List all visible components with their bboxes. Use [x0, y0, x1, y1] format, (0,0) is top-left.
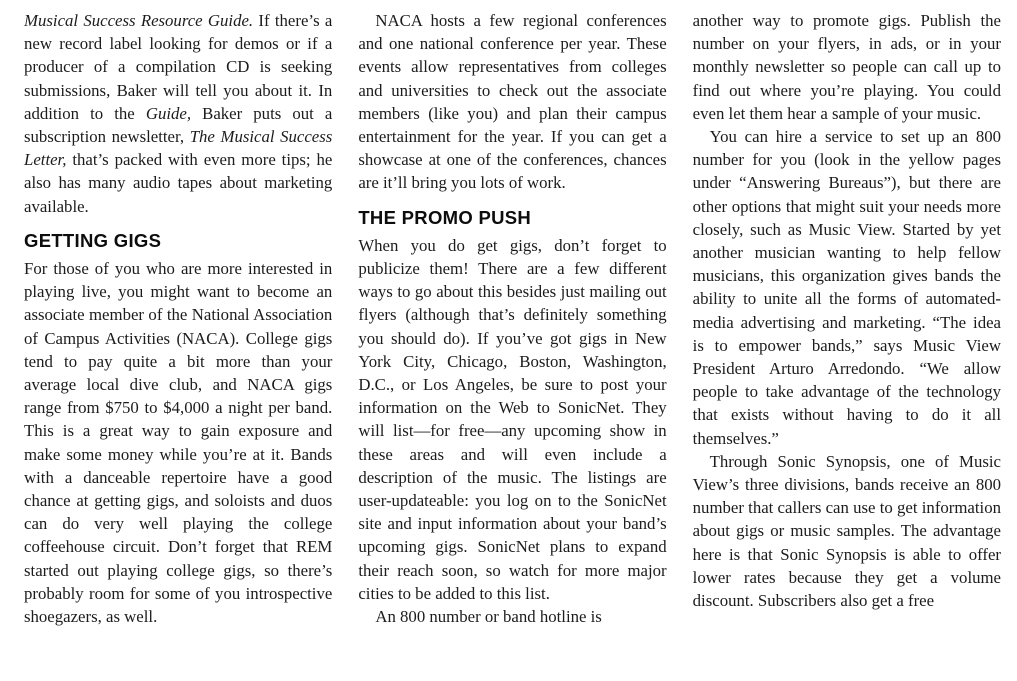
- section-heading: GETTING GIGS: [24, 229, 162, 251]
- article-columns: [24, 9, 1001, 628]
- body-text: NACA hosts a few regional conferences and one national conference per year. These events allow representatives from colleges and universities to check out the associate members (like you) and plan their campus entertainment for the year. If you can get a showcase at one of the conferences, chances are it’ll bring you lots of work.: [358, 11, 667, 193]
- body-text: When you do get gigs, don’t forget to publicize them! There are a few different ways to go about this besides just mailing out flyers (although that’s definitely something you should do). If you’ve got gigs in New York City, Chicago, Boston, Washington, D.C., or Los Angeles, be sure to post your information on the Web to SonicNet. They will list—for free—any upcoming show in these areas and will even include a description of the music. The listings are user-updateable: you log on to the SonicNet site and input information about your band’s upcoming gigs. SonicNet plans to expand their reach soon, so watch for more major cities to be added to this list.: [358, 235, 667, 603]
- column-3: [693, 9, 1001, 628]
- section-heading: THE PROMO PUSH: [358, 206, 532, 228]
- body-text: another way to promote gigs. Publish the number on your flyers, in ads, or in your monthly newsletter so people can call up to find out where you’re playing. You could even let them hear a sample of your music.: [692, 11, 1001, 123]
- paragraph: [693, 125, 1001, 450]
- paragraph: [358, 9, 666, 195]
- body-text: For those of you who are more interested in playing live, you might want to become an associate member of the National Association of Campus Activities (NACA). College gigs tend to pay quite a bit more than your average local dive club, and NACA gigs range from $750 to $4,000 a night per band. This is a great way to gain exposure and make some money while you’re at it. Bands with a danceable repertoire have a good chance at getting gigs, and soloists and duos can do very well playing the college coffeehouse circuit. Don’t forget that REM started out playing college gigs, so there’s probably room for some of you introspective shoegazers, as well.: [24, 259, 333, 627]
- body-text: Baker puts out a subscription newsletter,: [24, 103, 333, 147]
- paragraph: [358, 605, 666, 628]
- paragraph: [358, 234, 666, 605]
- column-1: [24, 9, 332, 628]
- body-text: If there’s a new record label looking for demos or if a producer of a compilation CD is seeking submissions, Baker will tell you about it. In addition to the: [24, 11, 333, 123]
- body-text: that’s packed with even more tips; he also has many audio tapes about marketing available.: [24, 150, 333, 216]
- italic-text: The Musical Success Letter,: [24, 127, 333, 170]
- body-text: You can hire a service to set up an 800 number for you (look in the yellow pages under “Answering Bureaus”), but there are other options that might suit your needs more closely, such as Music View. Started by yet another musician wanting to help fellow musicians, this organization gives bands the ability to unite all the forms of automated-media advertising and marketing. “The idea is to empower bands,” says Music View President Arturo Arredondo. “We allow people to take advantage of the technology that exists without having to do it all themselves.”: [692, 127, 1001, 448]
- body-text: Through Sonic Synopsis, one of Music View’s three divisions, bands receive an 800 number that callers can use to get information about gigs or music samples. The advantage here is that Sonic Synopsis is able to offer lower rates because they get a volume discount. Subscribers also get a free: [692, 451, 1001, 611]
- paragraph: [24, 257, 332, 628]
- paragraph: [693, 9, 1001, 125]
- body-text: An 800 number or band hotline is: [375, 607, 602, 627]
- column-2: [358, 9, 666, 628]
- paragraph: [693, 450, 1001, 612]
- italic-text: Guide,: [145, 103, 192, 123]
- paragraph: [24, 9, 332, 218]
- italic-text: Musical Success Resource Guide.: [24, 11, 254, 30]
